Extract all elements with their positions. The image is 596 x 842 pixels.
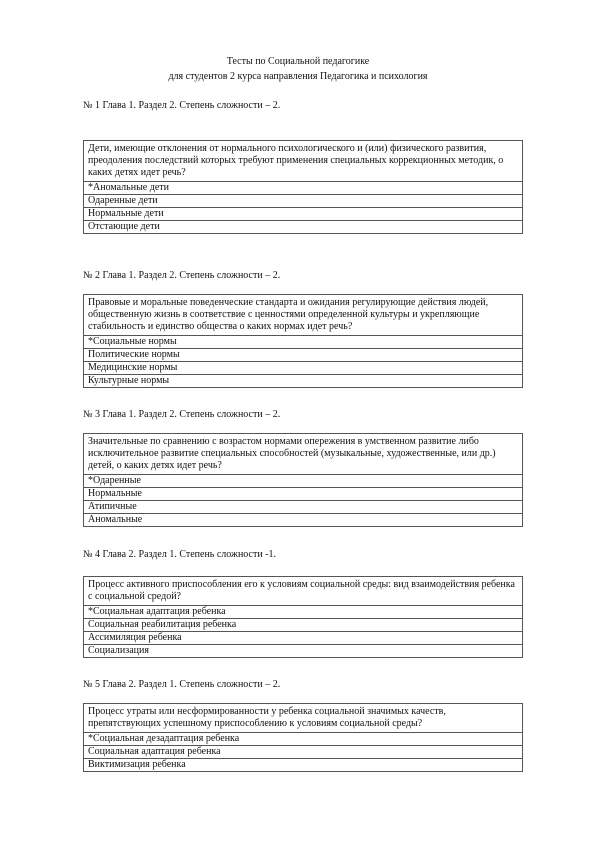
document-subtitle: для студентов 2 курса направления Педагогика и психология bbox=[168, 71, 428, 82]
question-5-table bbox=[83, 703, 523, 772]
question-3-table bbox=[83, 433, 523, 527]
document-title: Тесты по Социальной педагогике bbox=[226, 56, 370, 67]
question-2-option-1: *Социальные нормы bbox=[84, 336, 523, 349]
question-4-option-1: *Социальная адаптация ребенка bbox=[84, 606, 523, 619]
question-3-option-2: Нормальные bbox=[84, 488, 523, 501]
question-3-stem: Значительные по сравнению с возрастом нормами опережения в умственном развитие либо исключительное развитие специальных способностей (музыкальные, художественные, или др.) детей, о каких детях идет речь? bbox=[84, 434, 523, 475]
question-2-stem: Правовые и моральные поведенческие стандарта и ожидания регулирующие действия людей, общественную жизнь в соответствие с ценностями определенной культуры и укрепляющие стабильность и единство общества о каких нормах идет речь? bbox=[84, 295, 523, 336]
question-4-option-3: Ассимиляция ребенка bbox=[84, 632, 523, 645]
question-5-option-3: Виктимизация ребенка bbox=[84, 759, 523, 772]
question-1-option-1: *Аномальные дети bbox=[84, 182, 523, 195]
question-2-table bbox=[83, 294, 523, 388]
question-5-heading: № 5 Глава 2. Раздел 1. Степень сложности – 2. bbox=[83, 679, 281, 690]
question-3-heading: № 3 Глава 1. Раздел 2. Степень сложности – 2. bbox=[83, 409, 281, 420]
question-1-option-2: Одаренные дети bbox=[84, 195, 523, 208]
question-3-option-4: Аномальные bbox=[84, 514, 523, 527]
question-1-heading: № 1 Глава 1. Раздел 2. Степень сложности – 2. bbox=[83, 100, 281, 111]
question-4-table bbox=[83, 576, 523, 658]
question-1-table bbox=[83, 140, 523, 234]
question-1-option-4: Отстающие дети bbox=[84, 221, 523, 234]
question-5-option-2: Социальная адаптация ребенка bbox=[84, 746, 523, 759]
question-4-heading: № 4 Глава 2. Раздел 1. Степень сложности -1. bbox=[83, 549, 277, 560]
question-4-stem: Процесс активного приспособления его к условиям социальной среды: вид взаимодействия ребенка с социальной средой? bbox=[84, 577, 523, 606]
question-2-option-3: Медицинские нормы bbox=[84, 362, 523, 375]
question-4-option-2: Социальная реабилитация ребенка bbox=[84, 619, 523, 632]
question-1-stem: Дети, имеющие отклонения от нормального психологического и (или) физического развития, преодоления последствий которых требуют применения специальных коррекционных методик, о каких детях идет речь? bbox=[84, 141, 523, 182]
question-5-option-1: *Социальная дезадаптация ребенка bbox=[84, 733, 523, 746]
question-3-option-3: Атипичные bbox=[84, 501, 523, 514]
question-4-option-4: Социализация bbox=[84, 645, 523, 658]
question-3-option-1: *Одаренные bbox=[84, 475, 523, 488]
question-5-stem: Процесс утраты или несформированности у ребенка социальной значимых качеств, препятствующих успешному приспособлению к условиям социальной среды? bbox=[84, 704, 523, 733]
question-2-option-4: Культурные нормы bbox=[84, 375, 523, 388]
question-1-option-3: Нормальные дети bbox=[84, 208, 523, 221]
question-2-heading: № 2 Глава 1. Раздел 2. Степень сложности – 2. bbox=[83, 270, 281, 281]
question-2-option-2: Политические нормы bbox=[84, 349, 523, 362]
